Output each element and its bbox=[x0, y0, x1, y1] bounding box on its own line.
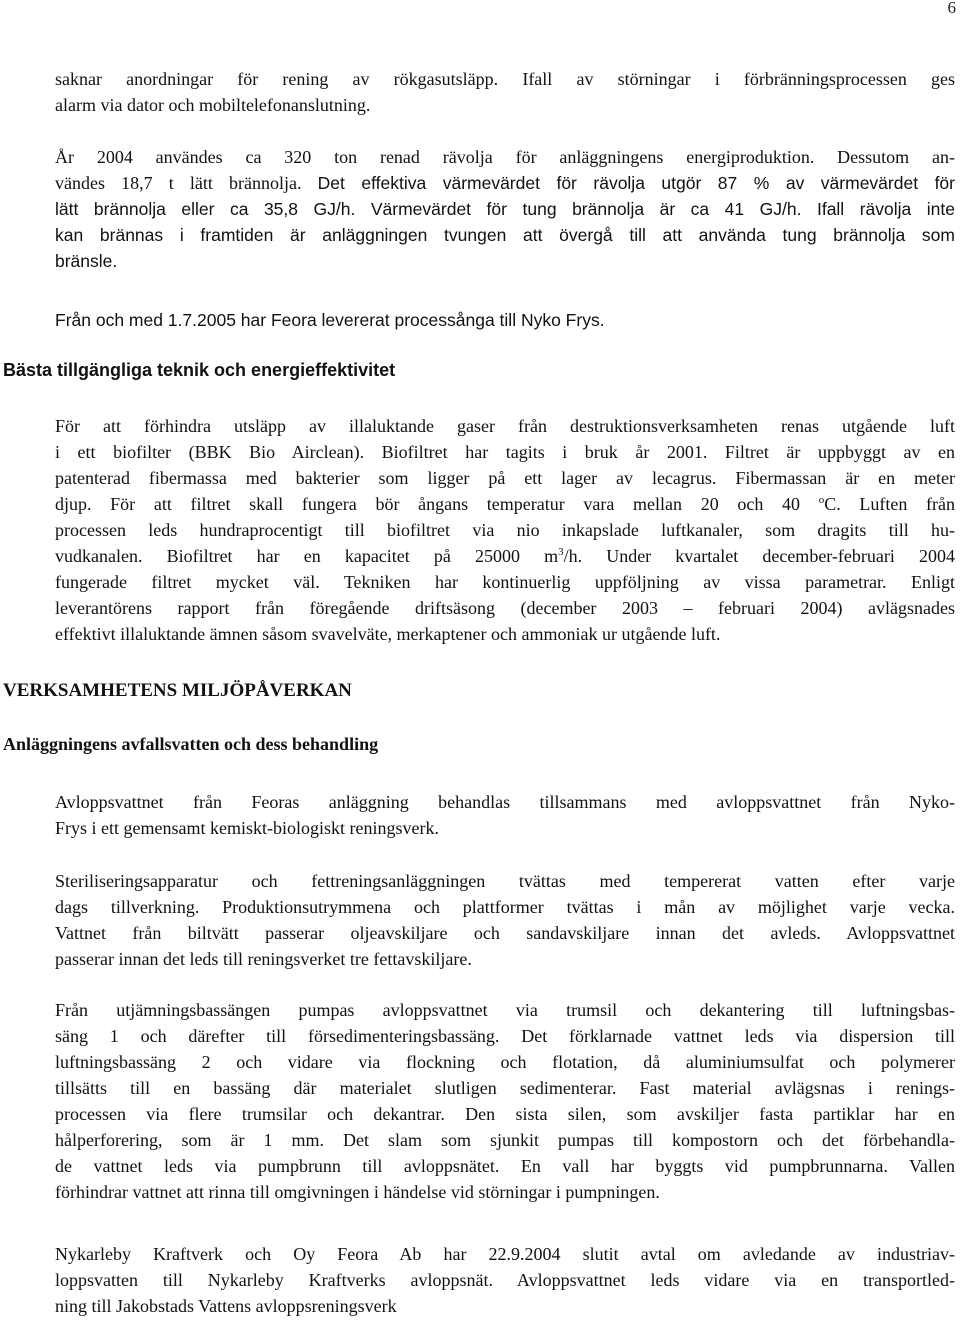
text-line: leverantörens rapport från föregående driftsäsong (december 2003 – februari 2004) avlägsnades bbox=[55, 598, 955, 618]
text-line: bränsle. bbox=[55, 251, 118, 271]
text-line: För att förhindra utsläpp av illaluktande gaser från destruktionsverksamheten renas utgående luft bbox=[55, 416, 955, 436]
text-line: Vattnet från biltvätt passerar oljeavskiljare och sandavskiljare innan det avleds. Avloppsvattnet bbox=[55, 923, 955, 943]
text-line: Från och med 1.7.2005 har Feora levererat processånga till Nyko Frys. bbox=[55, 310, 605, 330]
text-line: säng 1 och därefter till försedimenteringsbassäng. Det förklarnade vattnet leds via dispersion till bbox=[55, 1026, 955, 1046]
text-line: ning till Jakobstads Vattens avloppsreningsverk bbox=[55, 1296, 397, 1316]
section-heading-bat: Bästa tillgängliga teknik och energieffektivitet bbox=[3, 360, 396, 380]
text-line: lätt brännolja eller ca 35,8 GJ/h. Värmevärdet för tung brännolja är ca 41 GJ/h. Ifall rävolja inte bbox=[55, 199, 955, 219]
text-line: alarm via dator och mobiltelefonanslutning. bbox=[55, 95, 371, 115]
text-line: effektivt illaluktande ämnen såsom svavelväte, merkaptener och ammoniak ur utgående luft. bbox=[55, 624, 721, 644]
text-line: Avloppsvattnet från Feoras anläggning behandlas tillsammans med avloppsvattnet från Nyko- bbox=[55, 792, 955, 812]
text-line: luftningsbassäng 2 och vidare via flockning och flotation, då aluminiumsulfat och polymerer bbox=[55, 1052, 955, 1072]
text-line: Frys i ett gemensamt kemiskt-biologiskt reningsverk. bbox=[55, 818, 439, 838]
text-line bbox=[55, 543, 955, 569]
text-line: Från utjämningsbassängen pumpas avloppsvattnet via trumsil och dekantering till luftningsbas- bbox=[55, 1000, 955, 1020]
paragraph-avloppsvatten bbox=[55, 789, 955, 841]
superscript: o bbox=[818, 494, 825, 506]
text-line: dags tillverkning. Produktionsutrymmena och plattformer tvättas i mån av möjlighet varje vecka. bbox=[55, 897, 955, 917]
text-fragment: vudkanalen. Biofiltret har en kapacitet på 25000 m bbox=[55, 546, 559, 566]
text-line: patenterad fibermassa med bakterier som ligger på ett lager av lecagrus. Fibermassan är en meter bbox=[55, 468, 955, 488]
paragraph-processanga bbox=[55, 307, 955, 333]
text-line: tillsätts till en bassäng där materialet slutligen sedimenterar. Fast material avlägsnas i renings- bbox=[55, 1078, 955, 1098]
text-fragment: Det effektiva värmevärdet för rävolja utgör 87 % av värmevärdet för bbox=[317, 173, 955, 193]
text-fragment: djup. För att filtret skall fungera bör ångans temperatur vara mellan 20 och 40 bbox=[55, 494, 819, 514]
text-line: processen via flere trumsilar och dekantrar. Den sista silen, som avskiljer fasta partiklar har en bbox=[55, 1104, 955, 1124]
paragraph-rokgas bbox=[55, 66, 955, 118]
section-heading-main: VERKSAMHETENS MILJÖPÅVERKAN bbox=[3, 680, 352, 701]
superscript: 3 bbox=[558, 546, 564, 558]
text-line: de vattnet leds via pumpbrunn till avloppsnätet. En vall har byggts vid pumpbrunnarna. Vallen bbox=[55, 1156, 955, 1176]
text-fragment: /h. Under kvartalet december-februari 2004 bbox=[563, 546, 955, 566]
text-line: processen leds hundraprocentigt till biofiltret via nio inkapslade luftkanaler, som dragits till hu- bbox=[55, 520, 955, 540]
text-fragment: C. Luften från bbox=[824, 494, 955, 514]
text-line: År 2004 användes ca 320 ton renad rävolja för anläggningens energiproduktion. Dessutom an- bbox=[55, 147, 955, 167]
paragraph-ravolja bbox=[55, 144, 955, 274]
text-line: i ett biofilter (BBK Bio Airclean). Biofiltret har tagits i bruk år 2001. Filtret är uppbyggt av en bbox=[55, 442, 955, 462]
text-line: fungerade filtret mycket väl. Tekniken har kontinuerlig uppföljning av vissa parametrar. Enligt bbox=[55, 572, 955, 592]
page-number: 6 bbox=[947, 0, 956, 17]
text-line: Nykarleby Kraftverk och Oy Feora Ab har 22.9.2004 slutit avtal om avledande av industriav- bbox=[55, 1244, 955, 1264]
section-heading-sub: Anläggningens avfallsvatten och dess behandling bbox=[3, 734, 379, 754]
paragraph-avtal bbox=[55, 1241, 955, 1319]
text-line: förhindrar vattnet att rinna till omgivningen i händelse vid störningar i pumpningen. bbox=[55, 1182, 660, 1202]
text-line: hålperforering, som är 1 mm. Det slam som sjunkit pumpas till kompostorn och det förbehandla- bbox=[55, 1130, 955, 1150]
text-line: saknar anordningar för rening av rökgasutsläpp. Ifall av störningar i förbränningsprocessen ges bbox=[55, 69, 955, 89]
text-line: loppsvatten till Nykarleby Kraftverks avloppsnät. Avloppsvattnet leds vidare via en transportled- bbox=[55, 1270, 955, 1290]
text-line: kan brännas i framtiden är anläggningen tvungen att övergå till att använda tung brännolja som bbox=[55, 225, 955, 245]
text-line: Steriliseringsapparatur och fettreningsanläggningen tvättas med tempererat vatten efter varje bbox=[55, 871, 955, 891]
text-fragment: vändes 18,7 t lätt brännolja. bbox=[55, 173, 318, 193]
text-line bbox=[55, 491, 955, 517]
text-line bbox=[55, 170, 955, 196]
paragraph-sterilisering bbox=[55, 868, 955, 972]
paragraph-utjamning bbox=[55, 997, 955, 1205]
text-line: passerar innan det leds till reningsverket tre fettavskiljare. bbox=[55, 949, 472, 969]
paragraph-biofilter bbox=[55, 413, 955, 647]
